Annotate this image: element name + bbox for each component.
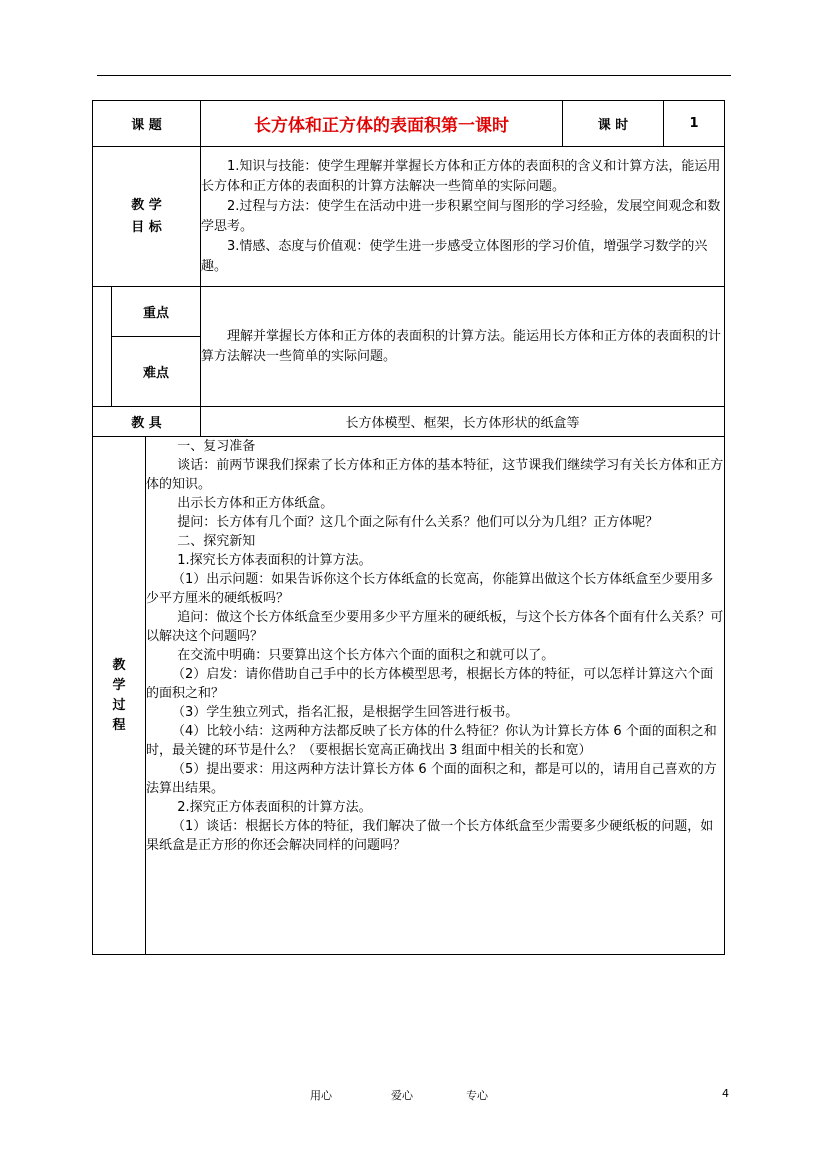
- key-point-row: [93, 287, 725, 337]
- objectives-text: [201, 147, 725, 287]
- process-line: （1）出示问题：如果告诉你这个长方体纸盒的长宽高，你能算出做这个长方体纸盒至少要用多少平方厘米的硬纸板吗？: [146, 572, 714, 606]
- process-line: 1.探究长方体表面积的计算方法。: [177, 553, 372, 568]
- footer-motto-1: 用心: [310, 1089, 332, 1102]
- process-line: （3）学生独立列式，指名汇报，是根据学生回答进行板书。: [172, 705, 519, 720]
- footer-motto-2: 爱心: [391, 1089, 413, 1102]
- header-rule: [97, 75, 731, 76]
- process-label-char: 过: [112, 697, 126, 713]
- tools-text: 长方体模型、框架，长方体形状的纸盒等: [201, 407, 725, 437]
- difficult-point-label: 难点: [112, 337, 201, 407]
- objective-item: 2.过程与方法：使学生在活动中进一步积累空间与图形的学习经验，发展空间观念和数学思考。: [201, 198, 721, 234]
- process-label-char: 程: [112, 717, 126, 733]
- key-difficult-spacer: [93, 287, 112, 407]
- footer-motto-3: 专心: [466, 1089, 488, 1102]
- tools-label: 教 具: [93, 407, 201, 437]
- process-line: （4）比较小结：这两种方法都反映了长方体的什么特征？你认为计算长方体 6 个面的面积之和时，最关键的环节是什么？（要根据长宽高正确找出 3 组面中相关的长和宽）: [146, 724, 717, 758]
- tools-row: [93, 407, 725, 437]
- process-line: 2.探究正方体表面积的计算方法。: [177, 800, 372, 815]
- objectives-label: [93, 147, 201, 287]
- process-line: 二、探究新知: [177, 534, 256, 549]
- process-line: 出示长方体和正方体纸盒。: [177, 496, 334, 511]
- process-line: 谈话：前两节课我们探索了长方体和正方体的基本特征，这节课我们继续学习有关长方体和正方体的知识。: [146, 458, 724, 492]
- process-text: [146, 437, 725, 955]
- objective-item: 3.情感、态度与价值观：使学生进一步感受立体图形的学习价值，增强学习数学的兴趣。: [201, 238, 708, 274]
- process-line: （1）谈话：根据长方体的特征，我们解决了做一个长方体纸盒至少需要多少硬纸板的问题，如果纸盒是正方形的你还会解决同样的问题吗？: [146, 819, 714, 853]
- course-title: 长方体和正方体的表面积第一课时: [201, 101, 563, 147]
- process-label: [93, 437, 146, 955]
- key-point-label: 重点: [112, 287, 201, 337]
- process-line: （2）启发：请你借助自己手中的长方体模型思考，根据长方体的特征，可以怎样计算这六个面的面积之和？: [146, 667, 714, 701]
- process-row: [93, 437, 725, 955]
- process-label-char: 教: [112, 657, 126, 673]
- page-number: 4: [722, 1087, 729, 1100]
- process-label-char: 学: [112, 677, 126, 693]
- period-value: 1: [664, 101, 725, 147]
- objectives-label-bottom: 目 标: [131, 219, 162, 235]
- lesson-plan-table: [92, 100, 725, 955]
- process-line: 一、复习准备: [177, 439, 256, 454]
- objectives-label-top: 教 学: [131, 197, 162, 213]
- course-row: [93, 101, 725, 147]
- key-points-paragraph: 理解并掌握长方体和正方体的表面积的计算方法。能运用长方体和正方体的表面积的计算方法解决一些简单的实际问题。: [201, 328, 722, 364]
- key-points-text: [201, 287, 725, 407]
- objectives-row: [93, 147, 725, 287]
- period-label: 课 时: [563, 101, 664, 147]
- course-label: 课 题: [93, 101, 201, 147]
- process-line: 在交流中明确：只要算出这个长方体六个面的面积之和就可以了。: [177, 648, 555, 663]
- objective-item: 1.知识与技能：使学生理解并掌握长方体和正方体的表面积的含义和计算方法，能运用长方体和正方体的表面积的计算方法解决一些简单的实际问题。: [201, 158, 721, 194]
- process-line: （5）提出要求：用这两种方法计算长方体 6 个面的面积之和，都是可以的，请用自己喜欢的方法算出结果。: [146, 762, 717, 796]
- process-line: 提问：长方体有几个面？这几个面之际有什么关系？他们可以分为几组？正方体呢？: [177, 515, 659, 530]
- process-line: 追问：做这个长方体纸盒至少要用多少平方厘米的硬纸板，与这个长方体各个面有什么关系？可以解决这个问题吗？: [146, 610, 724, 644]
